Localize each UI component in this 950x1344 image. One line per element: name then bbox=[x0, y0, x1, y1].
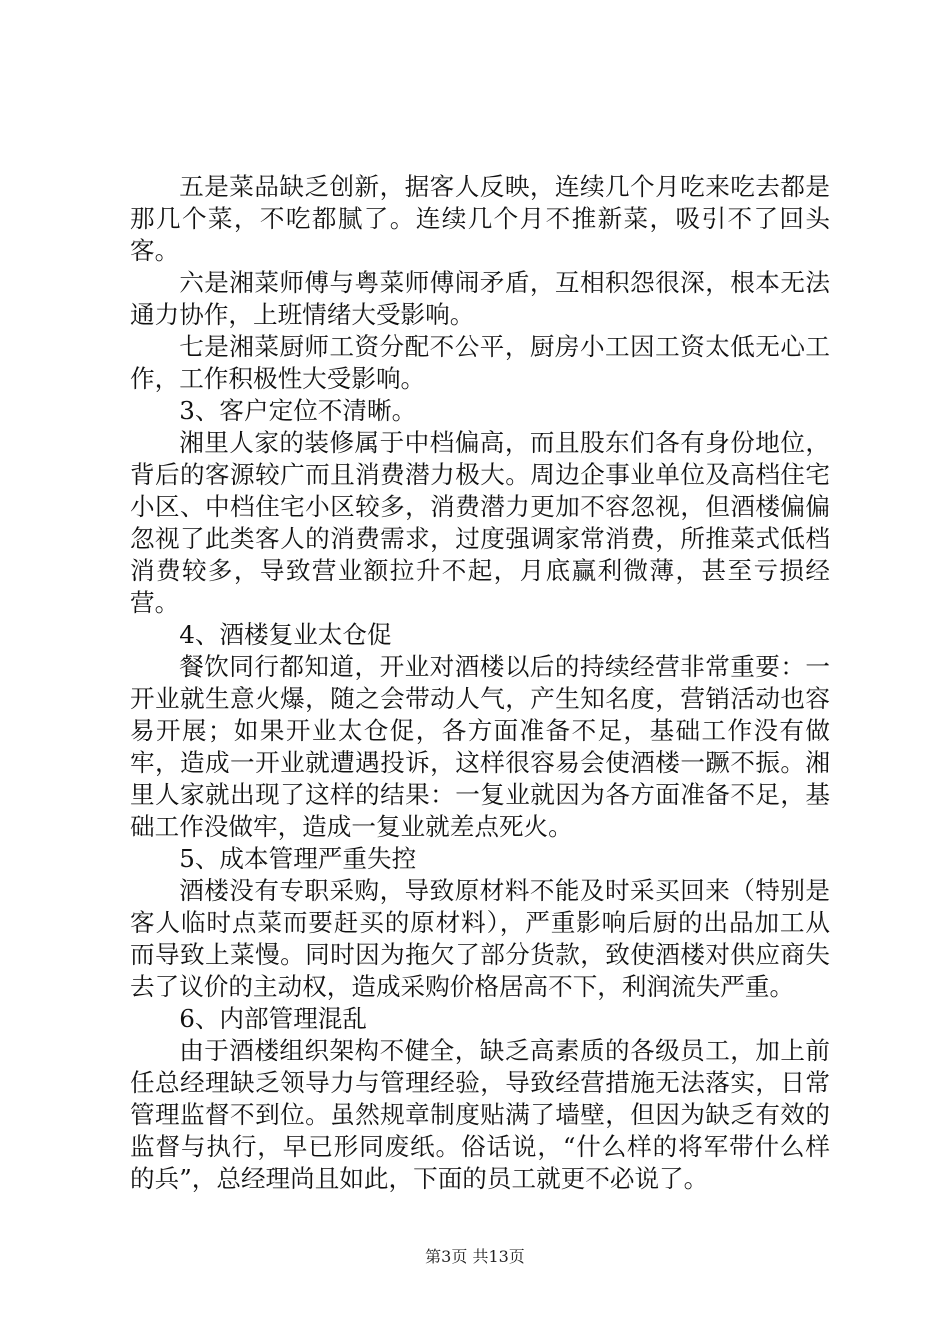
paragraph-cost-control: 酒楼没有专职采购，导致原材料不能及时采买回来（特别是客人临时点菜而要赶买的原材料），严重影响后厨的出品加工从而导致上菜慢。同时因为拖欠了部分货款，致使酒楼对供应商失去了议价的主动权，造成采购价格居高不下，利润流失严重。 bbox=[130, 876, 830, 1001]
page-number-footer: 第3页 共13页 bbox=[425, 1247, 525, 1266]
paragraph-7-wages: 七是湘菜厨师工资分配不公平，厨房小工因工资太低无心工作，工作积极性大受影响。 bbox=[130, 332, 830, 393]
heading-4-reopening: 4、酒楼复业太仓促 bbox=[179, 620, 392, 649]
heading-6-internal-management: 6、内部管理混乱 bbox=[179, 1004, 367, 1033]
paragraph-6-chefs: 六是湘菜师傅与粤菜师傅闹矛盾，互相积怨很深，根本无法通力协作，上班情绪大受影响。 bbox=[130, 268, 830, 329]
heading-3-customer-positioning: 3、客户定位不清晰。 bbox=[179, 396, 417, 425]
paragraph-internal-management: 由于酒楼组织架构不健全，缺乏高素质的各级员工，加上前任总经理缺乏领导力与管理经验，导致经营措施无法落实，日常管理监督不到位。虽然规章制度贴满了墙壁，但因为缺乏有效的监督与执行，早已形同废纸。俗话说，“什么样的将军带什么样的兵”，总经理尚且如此，下面的员工就更不必说了。 bbox=[130, 1036, 830, 1193]
paragraph-customer-positioning: 湘里人家的装修属于中档偏高，而且股东们各有身份地位，背后的客源较广而且消费潜力极大。周边企事业单位及高档住宅小区、中档住宅小区较多，消费潜力更加不容忽视，但酒楼偏偏忽视了此类客人的消费需求，过度强调家常消费，所推菜式低档消费较多，导致营业额拉升不起，月底赢利微薄，甚至亏损经营。 bbox=[130, 428, 830, 617]
paragraph-reopening: 餐饮同行都知道，开业对酒楼以后的持续经营非常重要：一开业就生意火爆，随之会带动人气，产生知名度，营销活动也容易开展；如果开业太仓促，各方面准备不足，基础工作没有做牢，造成一开业就遭遇投诉，这样很容易会使酒楼一蹶不振。湘里人家就出现了这样的结果：一复业就因为各方面准备不足，基础工作没做牢，造成一复业就差点死火。 bbox=[130, 652, 830, 841]
paragraph-5-menu: 五是菜品缺乏创新，据客人反映，连续几个月吃来吃去都是那几个菜，不吃都腻了。连续几个月不推新菜，吸引不了回头客。 bbox=[130, 172, 830, 265]
heading-5-cost-control: 5、成本管理严重失控 bbox=[179, 844, 417, 873]
document-body bbox=[130, 171, 830, 1195]
